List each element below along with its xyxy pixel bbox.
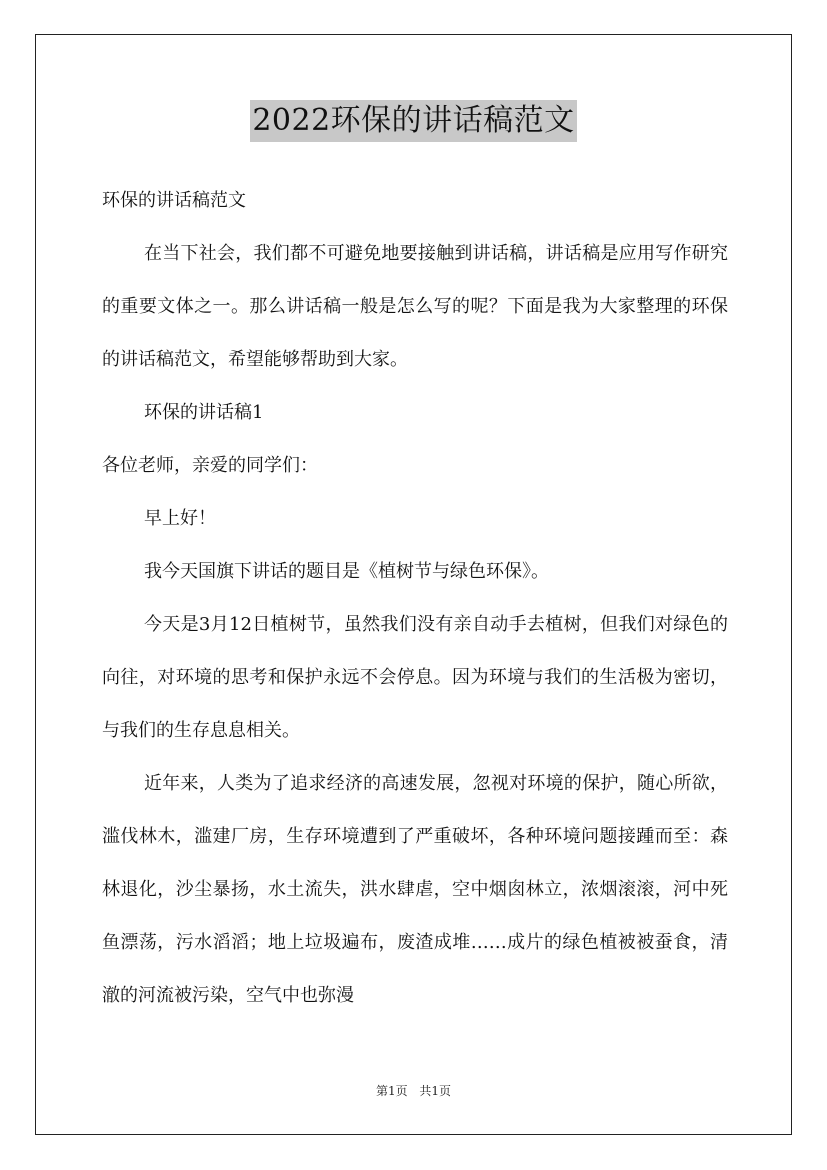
paragraph-greeting: 各位老师，亲爱的同学们： xyxy=(102,455,318,476)
paragraph-speech-title: 环保的讲话稿1 xyxy=(144,402,264,423)
document-body xyxy=(102,174,728,1022)
page-total: 共1页 xyxy=(419,1084,452,1098)
paragraph-heading: 环保的讲话稿范文 xyxy=(102,190,246,211)
title-container xyxy=(0,100,827,142)
paragraph-recent-years: 近年来，人类为了追求经济的高速发展，忽视对环境的保护，随心所欲，滥伐林木，滥建厂房，生存环境遭到了严重破坏，各种环境问题接踵而至：森林退化，沙尘暴扬，水土流失，洪水肆虐，空中烟囱林立，浓烟滚滚，河中死鱼漂荡，污水滔滔；地上垃圾遍布，废渣成堆……成片的绿色植被被蚕食，清澈的河流被污染，空气中也弥漫 xyxy=(102,773,728,1006)
paragraph-good-morning: 早上好！ xyxy=(144,508,216,529)
document-title: 2022环保的讲话稿范文 xyxy=(250,100,576,142)
page-number: 第1页 xyxy=(375,1084,408,1098)
page-footer xyxy=(0,1083,827,1099)
paragraph-topic: 我今天国旗下讲话的题目是《植树节与绿色环保》。 xyxy=(144,561,549,582)
paragraph-intro: 在当下社会，我们都不可避免地要接触到讲话稿，讲话稿是应用写作研究的重要文体之一。那么讲话稿一般是怎么写的呢？下面是我为大家整理的环保的讲话稿范文，希望能够帮助到大家。 xyxy=(102,243,728,370)
paragraph-tree-day: 今天是3月12日植树节，虽然我们没有亲自动手去植树，但我们对绿色的向往，对环境的思考和保护永远不会停息。因为环境与我们的生活极为密切，与我们的生存息息相关。 xyxy=(102,614,728,741)
